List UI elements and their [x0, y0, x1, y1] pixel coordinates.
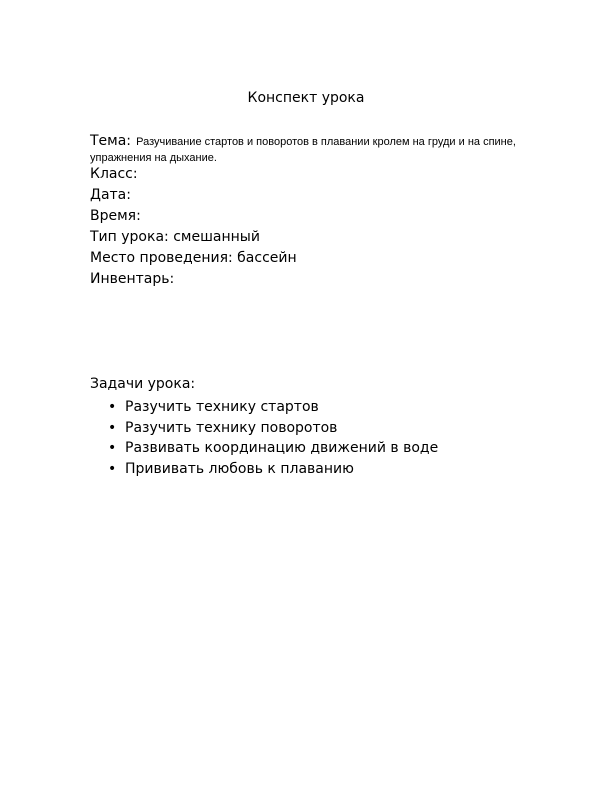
task-text: Развивать координацию движений в воде: [125, 440, 439, 457]
bullet-icon: •: [108, 399, 117, 415]
task-text: Разучить технику поворотов: [125, 419, 338, 436]
topic-text: Разучивание стартов и поворотов в плавании кролем на груди и на спине, упражнения на дыхание.: [90, 136, 516, 164]
task-text: Прививать любовь к плаванию: [125, 461, 354, 478]
tasks-list: [108, 397, 438, 480]
bullet-icon: •: [108, 419, 117, 436]
bullet-icon: •: [108, 461, 117, 478]
bullet-icon: •: [108, 440, 117, 457]
task-text: Разучить технику стартов: [125, 399, 319, 415]
list-item: [108, 418, 438, 439]
venue-field: Место проведения: бассейн: [90, 250, 297, 266]
topic-label: Тема:: [90, 133, 132, 149]
time-field: Время:: [90, 208, 141, 224]
tasks-heading: Задачи урока:: [90, 376, 196, 392]
list-item: [108, 438, 438, 459]
equipment-field: Инвентарь:: [90, 271, 175, 287]
list-item: [108, 459, 438, 480]
class-field: Класс:: [90, 166, 138, 182]
document-title: Конспект урока: [247, 90, 365, 106]
date-field: Дата:: [90, 187, 131, 203]
topic-block: [90, 133, 530, 165]
list-item: [108, 397, 438, 418]
lesson-type-field: Тип урока: смешанный: [90, 229, 260, 245]
